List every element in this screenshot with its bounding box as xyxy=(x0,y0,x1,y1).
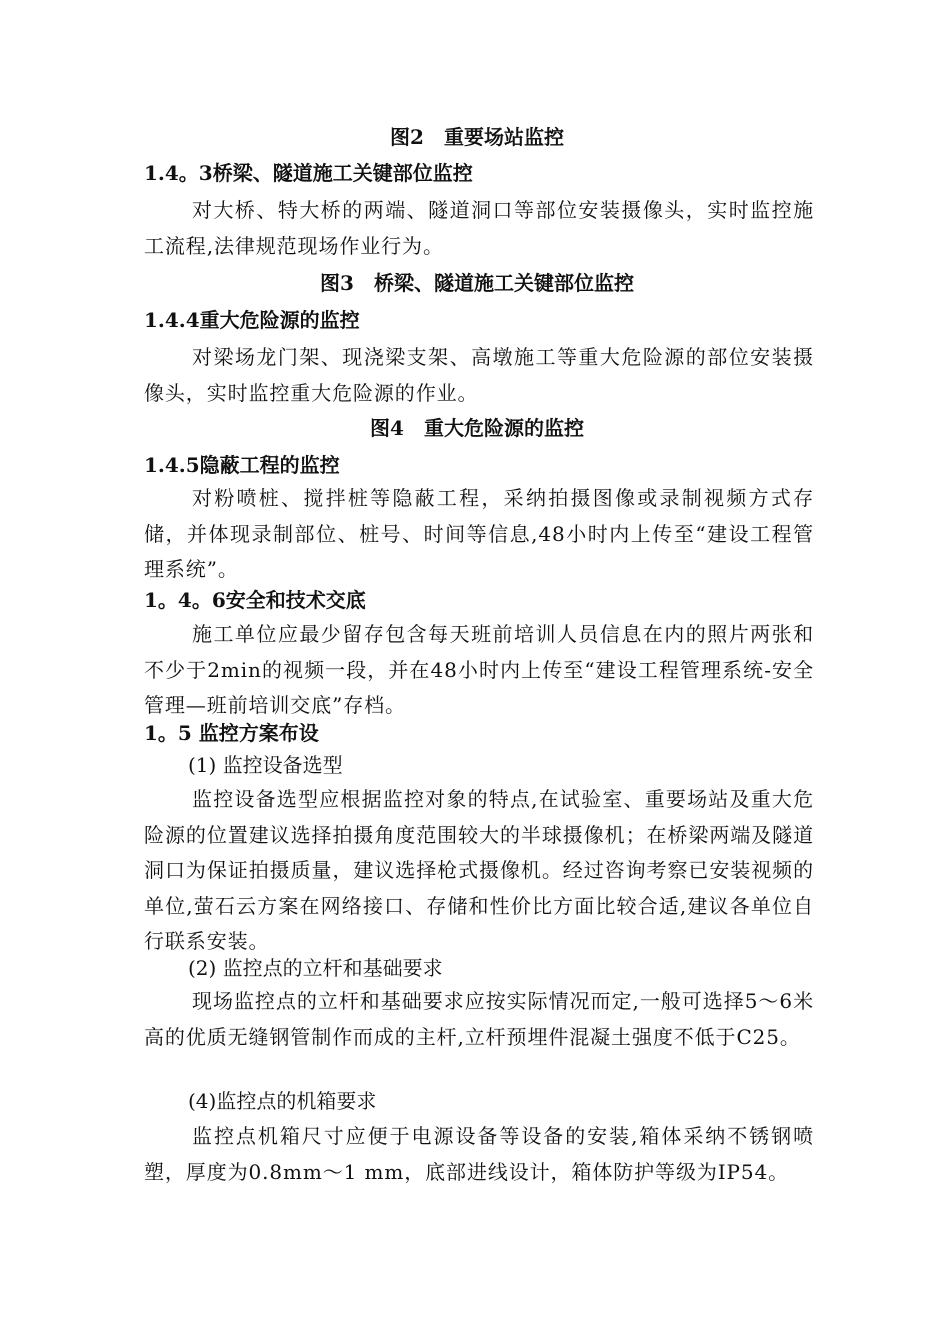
section-heading-1-4-5: 1.4.5隐蔽工程的监控 xyxy=(144,453,340,477)
item-body-2: 现场监控点的立杆和基础要求应按实际情况而定,一般可选择5～6米高的优质无缝钢管制作而成的主杆,立杆预埋件混凝土强度不低于C25。 xyxy=(144,989,814,1049)
section-body-1-4-4: 对梁场龙门架、现浇梁支架、高墩施工等重大危险源的部位安装摄像头，实时监控重大危险源的作业。 xyxy=(144,345,814,405)
item-title-2: (2) 监控点的立杆和基础要求 xyxy=(188,956,443,980)
item-body-4: 监控点机箱尺寸应便于电源设备等设备的安装,箱体采纳不锈钢喷塑，厚度为0.8mm～1 mm，底部进线设计，箱体防护等级为IP54。 xyxy=(144,1124,814,1184)
figure-caption-4: 图4 重大危险源的监控 xyxy=(370,416,584,440)
item-title-4: (4)监控点的机箱要求 xyxy=(188,1089,377,1113)
section-heading-1-4-6: 1。4。6安全和技术交底 xyxy=(144,588,366,612)
section-body-1-4-5: 对粉喷桩、搅拌桩等隐蔽工程，采纳拍摄图像或录制视频方式存储，并体现录制部位、桩号、时间等信息,48小时内上传至“建设工程管理系统”。 xyxy=(144,486,814,581)
section-body-1-4-6: 施工单位应最少留存包含每天班前培训人员信息在内的照片两张和不少于2min的视频一段，并在48小时内上传至“建设工程管理系统-安全管理—班前培训交底”存档。 xyxy=(144,622,814,717)
section-body-1-4-3: 对大桥、特大桥的两端、隧道洞口等部位安装摄像头，实时监控施工流程,法律规范现场作业行为。 xyxy=(144,198,814,258)
section-heading-1-5: 1。5 监控方案布设 xyxy=(144,721,319,745)
section-heading-1-4-3: 1.4。3桥梁、隧道施工关键部位监控 xyxy=(144,161,473,185)
figure-caption-2: 图2 重要场站监控 xyxy=(390,125,564,149)
item-title-1: (1) 监控设备选型 xyxy=(188,753,343,777)
item-body-1: 监控设备选型应根据监控对象的特点,在试验室、重要场站及重大危险源的位置建议选择拍摄角度范围较大的半球摄像机；在桥梁两端及隧道洞口为保证拍摄质量，建议选择枪式摄像机。经过咨询考察已安装视频的单位,萤石云方案在网络接口、存储和性价比方面比较合适,建议各单位自行联系安装。 xyxy=(144,787,814,953)
section-heading-1-4-4: 1.4.4重大危险源的监控 xyxy=(144,308,360,332)
figure-caption-3: 图3 桥梁、隧道施工关键部位监控 xyxy=(320,271,634,295)
